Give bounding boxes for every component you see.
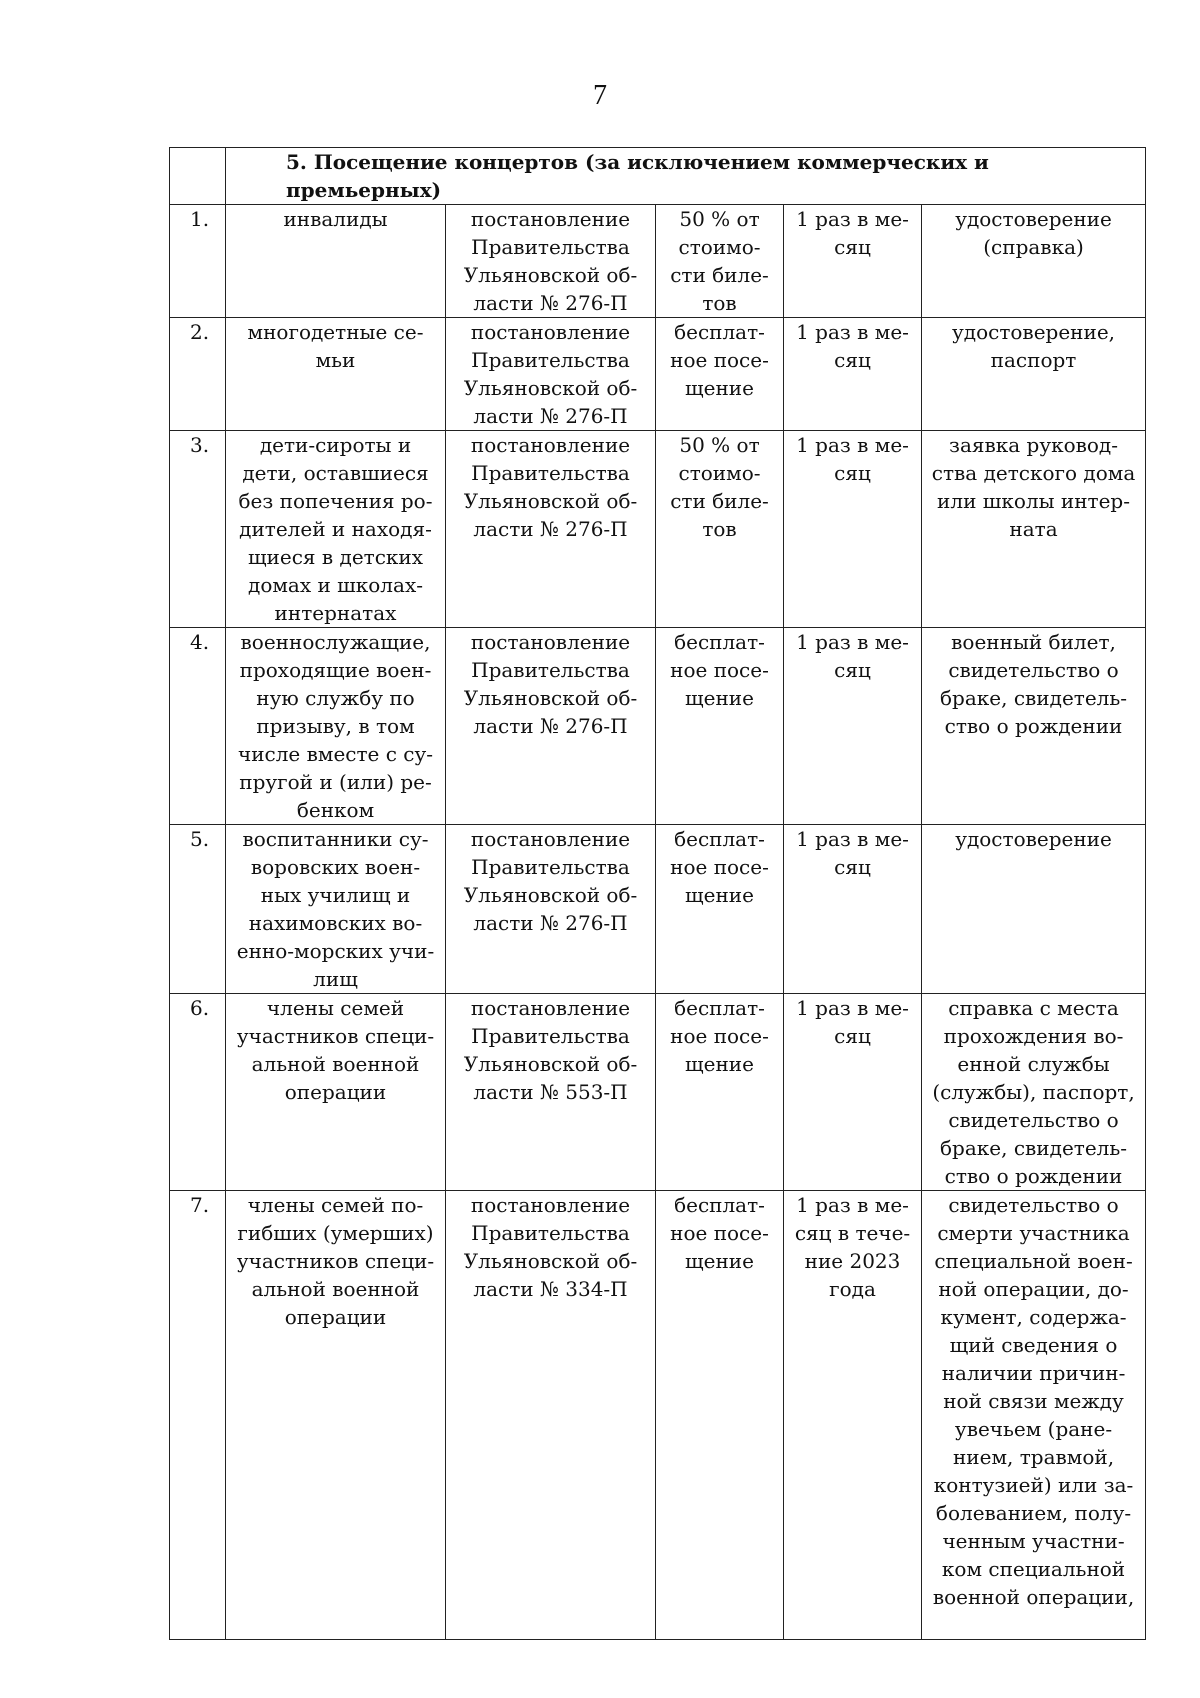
- category-cell: члены семей участников специ- альной военной операции: [226, 994, 446, 1191]
- basis-cell: постановление Правительства Ульяновской об- ласти № 276-П: [446, 431, 656, 628]
- table-row: [170, 994, 1146, 1191]
- frequency-cell: 1 раз в ме- сяц: [784, 205, 922, 318]
- documents-cell: удостоверение: [922, 825, 1146, 994]
- frequency-cell: 1 раз в ме- сяц: [784, 431, 922, 628]
- discount-cell: 50 % от стоимо- сти биле- тов: [656, 431, 784, 628]
- page-number: 7: [593, 80, 607, 111]
- frequency-cell: 1 раз в ме- сяц: [784, 318, 922, 431]
- discount-cell: бесплат- ное посе- щение: [656, 994, 784, 1191]
- discount-cell: бесплат- ное посе- щение: [656, 628, 784, 825]
- row-number: 4.: [170, 628, 226, 825]
- frequency-cell: 1 раз в ме- сяц: [784, 825, 922, 994]
- category-cell: военнослужащие, проходящие воен- ную службу по призыву, в том числе вместе с су- пругой и (или) ре- бенком: [226, 628, 446, 825]
- category-cell: инвалиды: [226, 205, 446, 318]
- table-row: [170, 431, 1146, 628]
- section-number-cell: [170, 148, 226, 205]
- discount-cell: бесплат- ное посе- щение: [656, 825, 784, 994]
- documents-cell: удостоверение, паспорт: [922, 318, 1146, 431]
- section-title: 5. Посещение концертов (за исключением коммерческих и премьерных): [226, 148, 1146, 205]
- row-number: 2.: [170, 318, 226, 431]
- basis-cell: постановление Правительства Ульяновской об- ласти № 276-П: [446, 205, 656, 318]
- documents-cell: удостоверение (справка): [922, 205, 1146, 318]
- table-row: [170, 318, 1146, 431]
- row-number: 1.: [170, 205, 226, 318]
- documents-cell: заявка руковод- ства детского дома или школы интер- ната: [922, 431, 1146, 628]
- benefits-table: [169, 147, 1146, 1640]
- basis-cell: постановление Правительства Ульяновской об- ласти № 334-П: [446, 1191, 656, 1640]
- category-cell: многодетные се- мьи: [226, 318, 446, 431]
- discount-cell: 50 % от стоимо- сти биле- тов: [656, 205, 784, 318]
- frequency-cell: 1 раз в ме- сяц в тече- ние 2023 года: [784, 1191, 922, 1640]
- frequency-cell: 1 раз в ме- сяц: [784, 994, 922, 1191]
- documents-cell: военный билет, свидетельство о браке, свидетель- ство о рождении: [922, 628, 1146, 825]
- row-number: 3.: [170, 431, 226, 628]
- category-cell: воспитанники су- воровских воен- ных училищ и нахимовских во- енно-морских учи- лищ: [226, 825, 446, 994]
- documents-cell: справка с места прохождения во- енной службы (службы), паспорт, свидетельство о браке, свидетель- ство о рождении: [922, 994, 1146, 1191]
- row-number: 6.: [170, 994, 226, 1191]
- table-row: [170, 205, 1146, 318]
- row-number: 5.: [170, 825, 226, 994]
- discount-cell: бесплат- ное посе- щение: [656, 318, 784, 431]
- category-cell: дети-сироты и дети, оставшиеся без попечения ро- дителей и находя- щиеся в детских домах и школах- интернатах: [226, 431, 446, 628]
- table-row: [170, 628, 1146, 825]
- discount-cell: бесплат- ное посе- щение: [656, 1191, 784, 1640]
- basis-cell: постановление Правительства Ульяновской об- ласти № 553-П: [446, 994, 656, 1191]
- basis-cell: постановление Правительства Ульяновской об- ласти № 276-П: [446, 318, 656, 431]
- frequency-cell: 1 раз в ме- сяц: [784, 628, 922, 825]
- table-row: [170, 825, 1146, 994]
- basis-cell: постановление Правительства Ульяновской об- ласти № 276-П: [446, 825, 656, 994]
- category-cell: члены семей по- гибших (умерших) участников специ- альной военной операции: [226, 1191, 446, 1640]
- table-row: [170, 1191, 1146, 1640]
- basis-cell: постановление Правительства Ульяновской об- ласти № 276-П: [446, 628, 656, 825]
- row-number: 7.: [170, 1191, 226, 1640]
- documents-cell: свидетельство о смерти участника специальной воен- ной операции, до- кумент, содержа- щий сведения о наличии причин- ной связи между увечьем (ране- нием, травмой, контузией) или за- болеванием, полу- ченным участни- ком специальной военной операции,: [922, 1191, 1146, 1640]
- section-header-row: [170, 148, 1146, 205]
